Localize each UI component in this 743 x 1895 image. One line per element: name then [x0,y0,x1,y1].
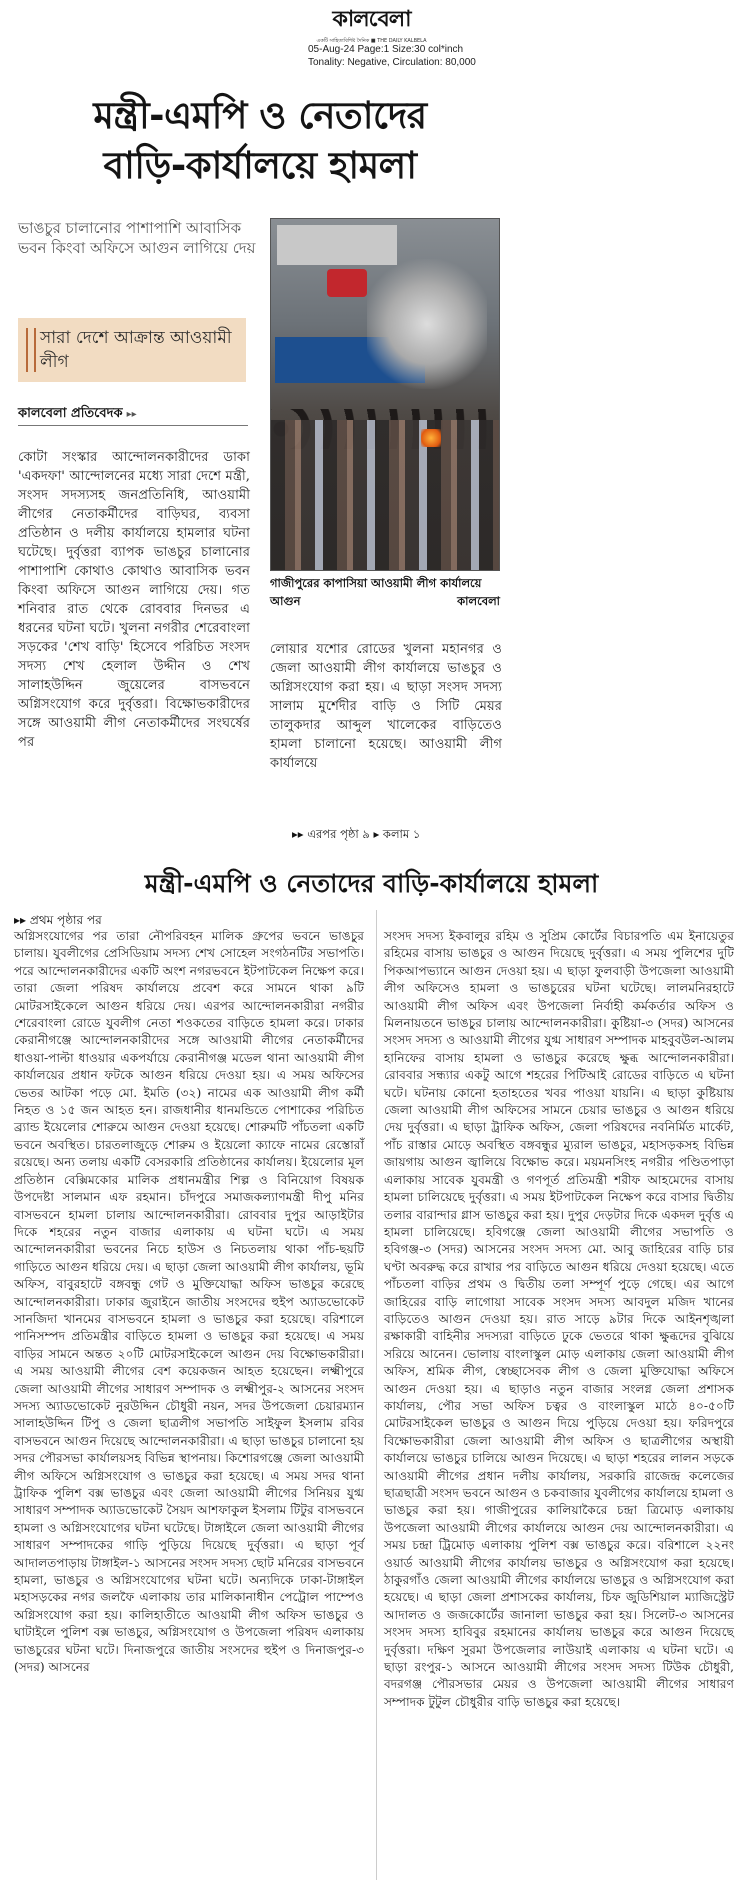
news-photo [270,218,500,571]
photo-crowd [271,420,499,570]
photo-credit: কালবেলা [457,594,500,608]
masthead [0,0,743,46]
highlight-box: সারা দেশে আক্রান্ত আওয়ামী লীগ [18,318,246,382]
jump-line-text: এরপর পৃষ্ঠা ৯ ▸ কলাম ১ [307,827,421,841]
photo-caption [270,574,500,610]
double-chevron-icon: ▸▸ [126,409,137,420]
newspaper-tagline: একটি সাহিত্যবিশিষ্ট দৈনিক ■ THE DAILY KALBELA [316,38,427,44]
continuation-column-right: সংসদ সদস্য ইকবালুর রহিম ও সুপ্রিম কোর্টের বিচারপতি এম ইনায়েতুর রহিমের বাসায় ভাঙচুর ও আগুন দিয়েছে দুর্বৃত্তরা। এ সময় পুলিশের দুটি পিকআপভ্যানে আগুন দেওয়া হয়। এ ছাড়া ফুলবাড়ী উপজেলা আওয়ামী লীগ অফিসেও হামলা ও ভাঙচুরের ঘটনা ঘটেছে। লালমনিরহাটে আওয়ামী লীগ অফিস এবং উপজেলা নির্বাহী কর্মকর্তার অফিস ও মিলনায়তনে ভাঙচুর চালায় আন্দোলনকারীরা। কুষ্টিয়া-৩ (সদর) আসনের সংসদ সদস্য ও আওয়ামী লীগের যুগ্ম সাধারণ সম্পাদক মাহবুবউল-আলম হানিফের বাসায় হামলা ও ভাঙচুর করেছে ক্ষুব্ধ আন্দোলনকারীরা। রোববার সন্ধ্যার একটু আগে শহরের পিটিআই রোডের বাড়িতে এ ঘটনা ঘটে। ঘটনায় কোনো হতাহতের খবর পাওয়া যায়নি। এ ছাড়া কুষ্টিয়ায় জেলা আওয়ামী লীগ অফিসের সামনে চেয়ার ভাঙচুর ও আগুন ধরিয়ে দেয় দুর্বৃত্তরা। এ ছাড়া ট্রাফিক অফিস, জেলা পরিষদের নবনির্মিত মার্কেট, পাঁচ রাস্তার মোড়ে অবস্থিত বঙ্গবন্ধুর ম্যুরাল ভাঙচুর, মহাসড়কসহ বিভিন্ন জায়গায় আগুন জ্বালিয়ে বিক্ষোভ করে। ময়মনসিংহ নগরীর পণ্ডিতপাড়া এলাকায় সাবেক যুবমন্ত্রী ও গণপূর্ত প্রতিমন্ত্রী শরীফ আহমেদের বাসায় হামলা চালিয়েছে দুর্বৃত্তরা। এ সময় ইটপাটকেল নিক্ষেপ করে বাসার দ্বিতীয় তলার বারান্দার গ্লাস ভাঙচুর করা হয়। দুপুর দেড়টার দিকে একদল দুর্বৃত্ত এ হামলা চালিয়েছে। হবিগঞ্জে জেলা আওয়ামী লীগের সভাপতি ও হবিগঞ্জ-৩ (সদর) আসনের সংসদ সদস্য মো. আবু জাহিরের বাড়ি চার ঘণ্টা অবরুদ্ধ করে রাখার পর বাড়িতে আগুন ধরিয়ে দেওয়া হয়েছে। এতে পাঁচতলা বাড়ির প্রথম ও দ্বিতীয় তলা সম্পূর্ণ পুড়ে গেছে। এর আগে জাহিরের বাড়ি লাগোয়া সাবেক সংসদ সদস্য আবদুল মজিদ খানের বাড়িতেও আগুন দেওয়া হয়। রাত সাড়ে ৯টার দিকে আইনশৃঙ্খলা রক্ষাকারী বাহিনীর সদস্যরা বাড়িতে ঢুকে ভেতরে থাকা ক্ষুব্ধদের বুঝিয়ে সরিয়ে আনেন। ভোলায় বাংলাস্কুল মোড় এলাকায় জেলা আওয়ামী লীগ অফিস, শ্রমিক লীগ, স্বেচ্ছাসেবক লীগ ও জেলা মুক্তিযোদ্ধা অফিসে আগুন দেওয়া হয়। এ ছাড়াও নতুন বাজার সংলগ্ন জেলা প্রশাসক কার্যালয়, পৌর সভা অফিস চত্বর ও বাংলাস্কুল মাঠে ৪০-৫০টি মোটরসাইকেল ভাঙচুর ও আগুন দিয়ে পুড়িয়ে দেওয়া হয়। ফরিদপুরে বিক্ষোভকারীরা জেলা আওয়ামী লীগ অফিস ও ছাত্রলীগের অস্থায়ী কার্যালয়ে ভাঙচুর চালিয়ে আগুন দিয়েছে। এ ছাড়া শহরের লালন সড়কে আওয়ামী লীগের প্রধান দলীয় কার্যালয়, সরকারি রাজেন্দ্র কলেজের ছাত্রছাত্রী সংসদ ভবনে আগুন ও চকবাজার যুবলীগের কার্যালয়ে হামলা ও ভাঙচুর করা হয়। গাজীপুরের কালিয়াকৈরে চন্দ্রা ত্রিমোড় এলাকায় উপজেলা আওয়ামী লীগের কার্যালয়ে আগুন দেয় আন্দোলনকারীরা। এ সময় চন্দ্রা ট্রিমোড় এলাকায় পুলিশ বক্স ভাঙচুর করে। বরিশালে ২২নং ওয়ার্ড আওয়ামী লীগের কার্যালয় ভাঙচুর ও অগ্নিসংযোগ করা হয়েছে। ঠাকুরগাঁও জেলা আওয়ামী লীগের কার্যালয়ে ভাঙচুর ও অগ্নিসংযোগ করা হয়েছে। এ ছাড়া জেলা প্রশাসকের কার্যালয়, চিফ জুডিশিয়াল ম্যাজিস্ট্রেট আদালত ও জজকোর্টের জানালা ভাঙচুর করা হয়। সিলেট-৩ আসনের সংসদ সদস্য হাবিবুর রহমানের কার্যালয় ভাঙচুর করে আগুন দিয়েছে দুর্বৃত্তরা। দক্ষিণ সুরমা উপজেলার লাউয়াই এলাকায় এ ঘটনা ঘটে। এ ছাড়া রংপুর-১ আসনে আওয়ামী লীগের সংসদ সদস্য টিউক চৌধুরী, বদরগঞ্জ পৌরসভার মেয়র ও উপজেলা আওয়ামী লীগের সাধারণ সম্পাদক টুটুল চৌধুরীর বাড়ি ভাঙচুর করা হয়েছে। [384,929,734,1709]
clipping-date-line: 05-Aug-24 Page:1 Size:30 col*inch [308,44,464,55]
photo-caption-text: গাজীপুরের কাপাসিয়া আওয়ামী লীগ কার্যালয়ে আগুন [270,576,482,608]
photo-smoke [367,259,487,389]
subdeck: ভাঙচুর চালানোর পাশাপাশি আবাসিক ভবন কিংবা অফিসে আগুন লাগিয়ে দেয় [18,219,256,257]
jump-line [292,826,420,845]
headline-line-1: মন্ত্রী-এমপি ও নেতাদের [93,94,427,137]
continuation-column-left: অগ্নিসংযোগের পর তারা নৌপরিবহন মালিক গ্রুপের ভবনে ভাঙচুর চালায়। যুবলীগের প্রেসিডিয়াম সদস্য শেখ সোহেল সংগঠনটির সভাপতি। পরে আন্দোলনকারীদের একটি অংশ নগরভবনে ইটপাটকেল নিক্ষেপ করে। তারা জেলা পরিষদ কার্যালয়ে প্রবেশ করে সামনে থাকা ৯টি মোটরসাইকেলে আগুন ধরিয়ে দেয়। এরপর আন্দোলনকারীরা নগরীর শেরেবাংলা রোডে যুবলীগ নেতা শওকতের বাড়িতে হামলা করে। ঢাকার কেরানীগঞ্জে আন্দোলনকারীদের সঙ্গে আওয়ামী লীগের নেতাকর্মীদের ধাওয়া-পাল্টা ধাওয়ার একপর্যায়ে কেরানীগঞ্জ মডেল থানা আওয়ামী লীগ কার্যালয়ের প্রধান ফটকে আগুন ধরিয়ে দেওয়া হয়। এ সময় অফিসের ভেতর আটকা পড়ে মো. ইমতি (৩২) নামের এক আওয়ামী লীগ কর্মী নিহত ও ১৫ জন আহত হন। রাজধানীর ধানমন্ডিতে পোশাকের পরিচিত ব্র্যান্ড ইয়েলোর শোরুমে আগুন দেওয়া হয়েছে। শোরুমটি পাঁচতলা একটি ভবনে অবস্থিত। চারতলাজুড়ে শোরুম ও ইয়েলো ক্যাফে নামের রেস্তোরাঁ রয়েছে। অন্য তলায় একটি বেসরকারি প্রতিষ্ঠানের কার্যালয়। ইয়েলোর মূল প্রতিষ্ঠান বেক্সিমকোর মালিক প্রধানমন্ত্রীর শিল্প ও বিনিয়োগ বিষয়ক উপদেষ্টা সালমান এফ রহমান। চাঁদপুরে সমাজকল্যাণমন্ত্রী দীপু মনির বাসভবনে হামলা চালায় আন্দোলনকারীরা। রোববার দুপুর আড়াইটার দিকে শহরের নতুন বাজার এলাকায় এ ঘটনা ঘটে। এ সময় আন্দোলনকারীরা ভবনের নিচে হাউস ও নিচতলায় থাকা পাঁচ-ছয়টি গাড়িতে আগুন ধরিয়ে দেয়। এ ছাড়া জেলা আওয়ামী লীগ কার্যালয়, ভূমি অফিস, বাবুরহাটে বঙ্গবন্ধু গেট ও মুক্তিযোদ্ধা অফিস ভাঙচুর করেছে আন্দোলনকারীরা। ঢাকার জুরাইনে জাতীয় সংসদের হুইপ অ্যাডভোকেট সানজিদা খানমের বাসভবনে হামলা ও ভাঙচুর করা হয়েছে। বরিশালে পানিসম্পদ প্রতিমন্ত্রীর বাড়িতে হামলা ও ভাঙচুর করা হয়েছে। এ সময় বাড়ির সামনে অন্তত ২০টি মোটরসাইকেলে আগুন দেয় বিক্ষোভকারীরা। এ সময় আওয়ামী লীগের বেশ কয়েকজন আহত হয়েছেন। লক্ষ্মীপুরে জেলা আওয়ামী লীগের সাধারণ সম্পাদক ও লক্ষ্মীপুর-২ আসনের সংসদ সদস্য অ্যাডভোকেট নুরউদ্দিন চৌধুরী নয়ন, সদর উপজেলা চেয়ারম্যান সালাহউদ্দিন টিপু ও জেলা ছাত্রলীগ সভাপতি সাইফুল ইসলাম রবির বাসভবনে আগুন দিয়েছে আন্দোলনকারীরা। এ ছাড়া ভাঙচুর চালানো হয় সদর পৌরসভা কার্যালয়সহ বিভিন্ন স্থাপনায়। কিশোরগঞ্জে জেলা আওয়ামী লীগ অফিসে অগ্নিসংযোগ ও ভাঙচুর করা হয়েছে। এ সময় সদর থানা ট্রাফিক পুলিশ বক্স ভাঙচুর এবং জেলা আওয়ামী লীগের সিনিয়র যুগ্ম সাধারণ সম্পাদক অ্যাডভোকেট সৈয়দ আশফাকুল ইসলাম টিটুর বাসভবনে হামলা ও অগ্নিসংযোগের ঘটনা ঘটেছে। টাঙ্গাইলে জেলা আওয়ামী লীগের সাধারণ সম্পাদকের গাড়ি পুড়িয়ে দিয়েছে দুর্বৃত্তরা। এ ছাড়া পূর্ব আদালতপাড়ায় টাঙ্গাইল-১ আসনের সংসদ সদস্য ছোট মনিরের বাসভবনে হামলা, ভাঙচুর ও অগ্নিসংযোগের ঘটনা ঘটে। অন্যদিকে ঢাকা-টাঙ্গাইল মহাসড়কের নগর জলফৈ এলাকায় তার মালিকানাধীন পেট্রোল পাম্পেও অগ্নিসংযোগ করা হয়। কালিহাতীতে আওয়ামী লীগ অফিস ভাঙচুর ও ঘাটাইলে পুলিশ বক্স ভাঙচুর, অগ্নিসংযোগ ও উপজেলা পরিষদ এলাকায় ভাঙচুরের ঘটনা ঘটে। দিনাজপুরে জাতীয় সংসদের হুইপ ও দিনাজপুর-৩ (সদর) আসনের [14,929,364,1675]
column-divider [376,910,377,1880]
photo-red-sign [327,269,367,297]
photo-fire [421,429,441,447]
double-chevron-icon: ▸▸ [14,913,30,927]
continuation-headline: মন্ত্রী-এমপি ও নেতাদের বাড়ি-কার্যালয়ে হামলা [144,869,599,898]
byline [18,404,137,425]
byline-rule [18,425,248,426]
article-column-2: লোয়ার যশোর রোডের খুলনা মহানগর ও জেলা আওয়ামী লীগ কার্যালয়ে ভাঙচুর ও অগ্নিসংযোগ করা হয়। এ ছাড়া সংসদ সদস্য সালাম মুর্শেদীর বাড়ি ও সিটি মেয়র তালুকদার আব্দুল খালেকের বাড়িতেও হামলা চালানো হয়েছে। আওয়ামী লীগ কার্যালয়ে [270,642,502,771]
headline-line-2: বাড়ি-কার্যালয়ে হামলা [103,144,417,187]
continued-label-text: প্রথম পৃষ্ঠার পর [29,913,102,927]
byline-text: কালবেলা প্রতিবেদক [18,406,123,421]
clipping-tonality-line: Tonality: Negative, Circulation: 80,000 [308,57,476,68]
newspaper-logo: কালবেলা [332,7,411,32]
double-chevron-icon: ▸▸ [292,827,308,841]
article-column-1: কোটা সংস্কার আন্দোলনকারীদের ডাকা 'একদফা' আন্দোলনের মধ্যে সারা দেশে মন্ত্রী, সংসদ সদস্যসহ জনপ্রতিনিধি, আওয়ামী লীগের নেতাকর্মীদের বাড়িঘর, ব্যবসা প্রতিষ্ঠান ও দলীয় কার্যালয়ে হামলার ঘটনা ঘটেছে। দুর্বৃত্তরা ব্যাপক ভাঙচুর চালানোর পাশাপাশি কোথাও কোথাও আবাসিক ভবন কিংবা অফিসে আগুন লাগিয়ে দেয়। গত শনিবার রাত থেকে রোববার দিনভর এ ধরনের ঘটনা ঘটে। খুলনা নগরীর শেরেবাংলা সড়কের 'শেখ বাড়ি' হিসেবে পরিচিত সংসদ সদস্য শেখ হেলাল উদ্দীন ও শেখ সালাহউদ্দিন জুয়েলের বাসভবনে অগ্নিসংযোগ করে দুর্বৃত্তরা। বিক্ষোভকারীদের সঙ্গে আওয়ামী লীগ নেতাকর্মীদের সংঘর্ষের পর [18,450,250,750]
